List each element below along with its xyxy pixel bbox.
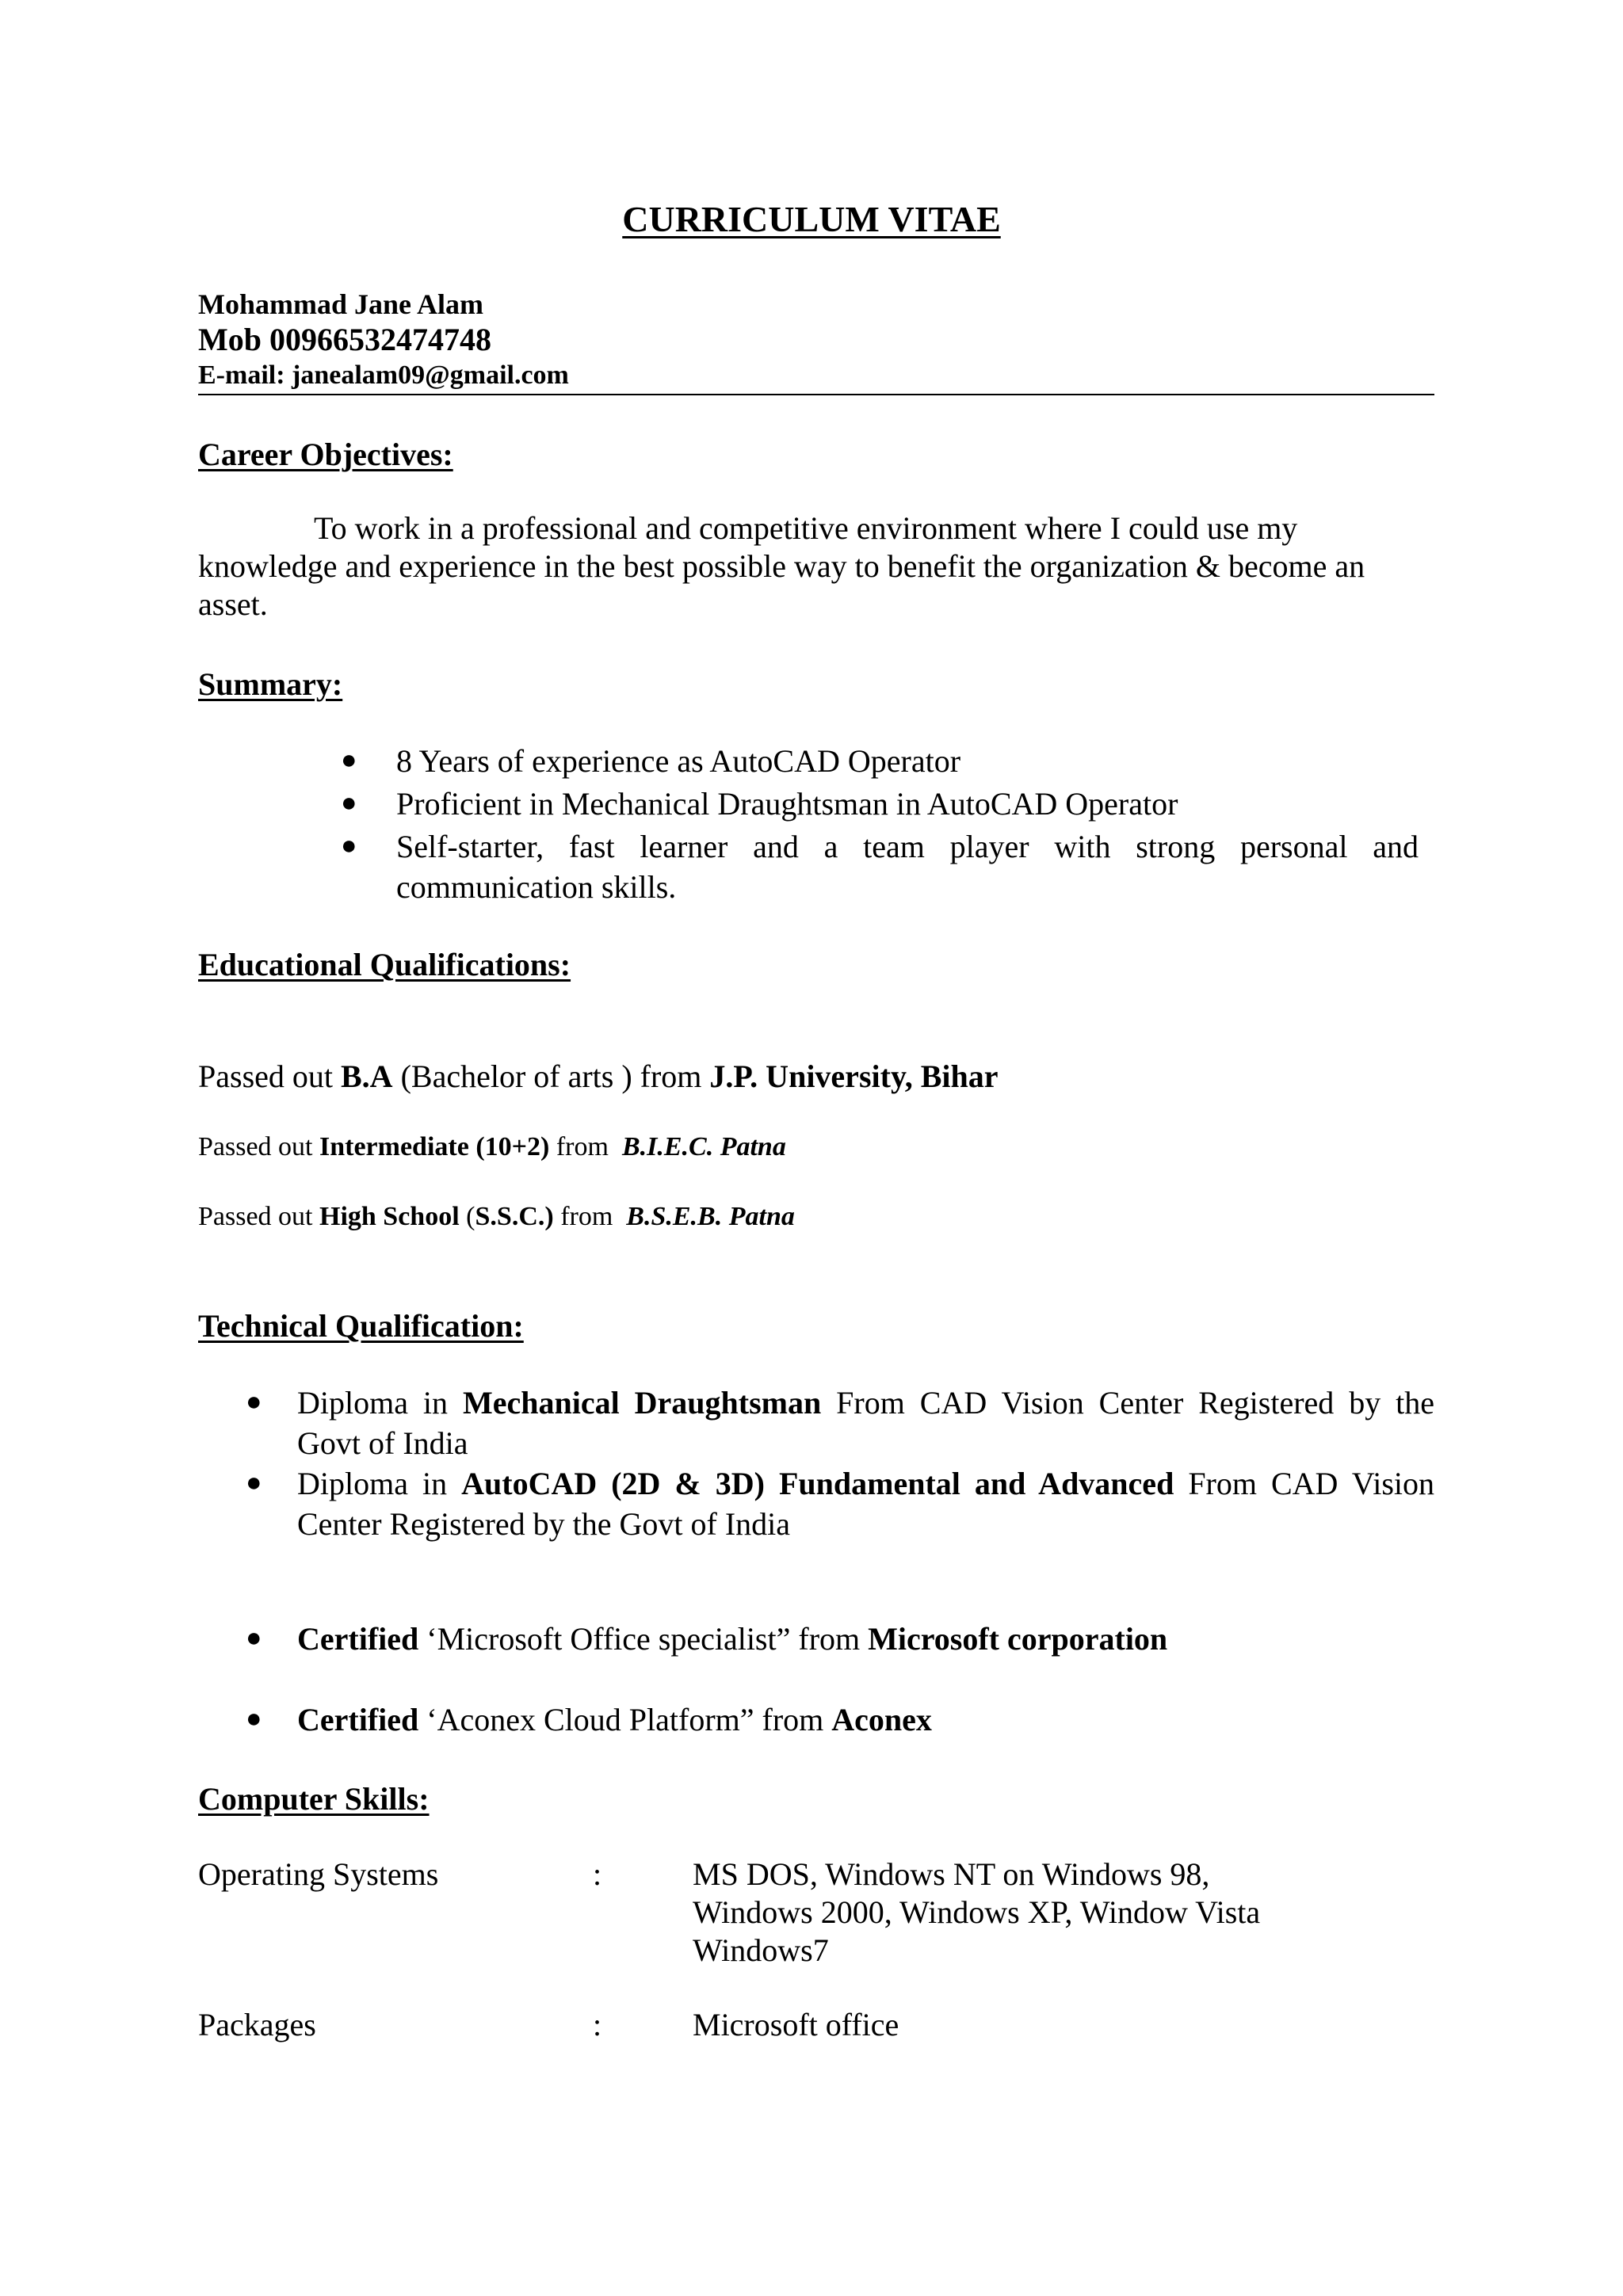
education-institution: B.S.E.B. Patna bbox=[626, 1202, 795, 1231]
summary-heading: Summary: bbox=[198, 666, 343, 702]
education-prefix: Passed out bbox=[198, 1058, 341, 1094]
education-degree: High School bbox=[319, 1202, 460, 1231]
technical-item-text: Diploma in Mechanical Draughtsman From CAD Vision Center Registered by the Govt of India bbox=[297, 1385, 1435, 1461]
certification-item bbox=[238, 1699, 1434, 1740]
certification-item bbox=[238, 1619, 1434, 1659]
summary-list bbox=[341, 741, 1419, 910]
bullet-icon: ● bbox=[341, 746, 357, 775]
education-prefix: Passed out bbox=[198, 1202, 319, 1231]
technical-item bbox=[238, 1383, 1434, 1463]
education-degree: B.A bbox=[341, 1058, 393, 1094]
education-item bbox=[198, 1132, 786, 1162]
certification-item-text: Certified ‘Aconex Cloud Platform” from Aconex bbox=[297, 1702, 932, 1737]
education-heading: Educational Qualifications: bbox=[198, 947, 571, 982]
bullet-icon: ● bbox=[246, 1704, 262, 1733]
summary-item-text: 8 Years of experience as AutoCAD Operator bbox=[396, 743, 961, 779]
skills-row-colon: : bbox=[593, 2007, 602, 2042]
certification-item-text: Certified ‘Microsoft Office specialist” from Microsoft corporation bbox=[297, 1621, 1168, 1657]
bullet-icon: ● bbox=[246, 1387, 262, 1417]
education-detail: ( bbox=[459, 1202, 475, 1231]
career-objectives-text: To work in a professional and competitive environment where I could use my knowledge and experience in the best possible way to benefit the organization & become an asset. bbox=[198, 510, 1365, 622]
computer-skills-heading: Computer Skills: bbox=[198, 1781, 430, 1817]
technical-item bbox=[238, 1463, 1434, 1544]
summary-item bbox=[341, 741, 1419, 781]
contact-name: Mohammad Jane Alam bbox=[198, 288, 483, 320]
skills-row-value: MS DOS, Windows NT on Windows 98, Windows 2000, Windows XP, Window Vista Windows7 bbox=[693, 1856, 1261, 1968]
bullet-icon: ● bbox=[246, 1468, 262, 1497]
contact-mobile: Mob 00966532474748 bbox=[198, 322, 491, 357]
education-item bbox=[198, 1058, 999, 1095]
education-detail: from bbox=[553, 1202, 627, 1231]
education-detail: from bbox=[549, 1132, 622, 1161]
bullet-icon: ● bbox=[341, 788, 357, 818]
education-degree: Intermediate (10+2) bbox=[319, 1132, 550, 1161]
education-detail: (Bachelor of arts ) from bbox=[392, 1058, 710, 1094]
document-title: CURRICULUM VITAE bbox=[622, 199, 1001, 239]
summary-item bbox=[341, 784, 1419, 824]
technical-list bbox=[238, 1383, 1434, 1544]
header-divider bbox=[198, 394, 1434, 395]
contact-email: E-mail: janealam09@gmail.com bbox=[198, 360, 569, 390]
education-item bbox=[198, 1202, 795, 1232]
education-institution: B.I.E.C. Patna bbox=[621, 1132, 786, 1161]
bullet-icon: ● bbox=[246, 1623, 262, 1653]
technical-heading: Technical Qualification: bbox=[198, 1308, 524, 1344]
education-institution: J.P. University, Bihar bbox=[709, 1058, 999, 1094]
skills-row-value: Microsoft office bbox=[693, 2007, 899, 2042]
education-degree-b: S.S.C.) bbox=[475, 1202, 554, 1231]
summary-item-text: Proficient in Mechanical Draughtsman in AutoCAD Operator bbox=[396, 786, 1178, 822]
bullet-icon: ● bbox=[341, 831, 357, 860]
career-objectives-heading: Career Objectives: bbox=[198, 437, 453, 472]
technical-item-text: Diploma in AutoCAD (2D & 3D) Fundamental and Advanced From CAD Vision Center Registered by the Govt of India bbox=[297, 1466, 1435, 1542]
education-prefix: Passed out bbox=[198, 1132, 319, 1161]
skills-row-colon: : bbox=[593, 1856, 602, 1892]
summary-item-text: Self-starter, fast learner and a team player with strong personal and communication skills. bbox=[396, 829, 1419, 905]
skills-row-label: Operating Systems bbox=[198, 1856, 439, 1892]
summary-item bbox=[341, 826, 1419, 907]
certification-list bbox=[238, 1619, 1434, 1740]
skills-row-label: Packages bbox=[198, 2007, 316, 2042]
